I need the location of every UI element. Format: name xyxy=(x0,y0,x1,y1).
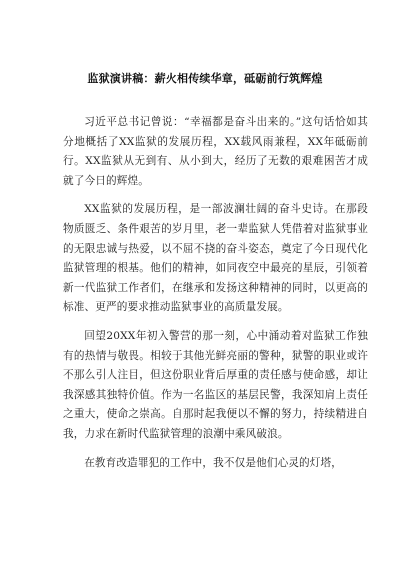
paragraph-3: 回望20XX年初入警营的那一刻，心中涌动着对监狱工作独有的热情与敬畏。相较于其他光鲜亮丽的警种，狱警的职业或许不那么引人注目，但这份职业背后厚重的责任感与使命感，却让我深感其独特价值。作为一名监区的基层民警，我深知肩上责任之重大，使命之崇高。自那时起我便以不懈的努力，持续精进自我，力求在新时代监狱管理的浪潮中乘风破浪。 xyxy=(63,329,368,440)
document-body xyxy=(63,113,368,473)
document-title: 监狱演讲稿：薪火相传续华章，砥砺前行筑辉煌 xyxy=(87,72,323,85)
paragraph-4: 在教育改造罪犯的工作中，我不仅是他们心灵的灯塔， xyxy=(84,456,343,469)
paragraph-1: 习近平总书记曾说：“幸福都是奋斗出来的。”这句话恰如其分地概括了XX监狱的发展历程，XX载风雨兼程，XX年砥砺前行。XX监狱从无到有、从小到大，经历了无数的艰难困苦才成就了今日的辉煌。 xyxy=(63,116,368,187)
paragraph-2: XX监狱的发展历程，是一部波澜壮阔的奋斗史诗。在那段物质匮乏、条件艰苦的岁月里，老一辈监狱人凭借着对监狱事业的无限忠诚与热爱，以不屈不挠的奋斗姿态，奠定了今日现代化监狱管理的根基。他们的精神，如同夜空中最亮的星辰，引领着新一代监狱工作者们，在继承和发扬这种精神的同时，以更高的标准、更严的要求推动监狱事业的高质量发展。 xyxy=(63,203,368,314)
